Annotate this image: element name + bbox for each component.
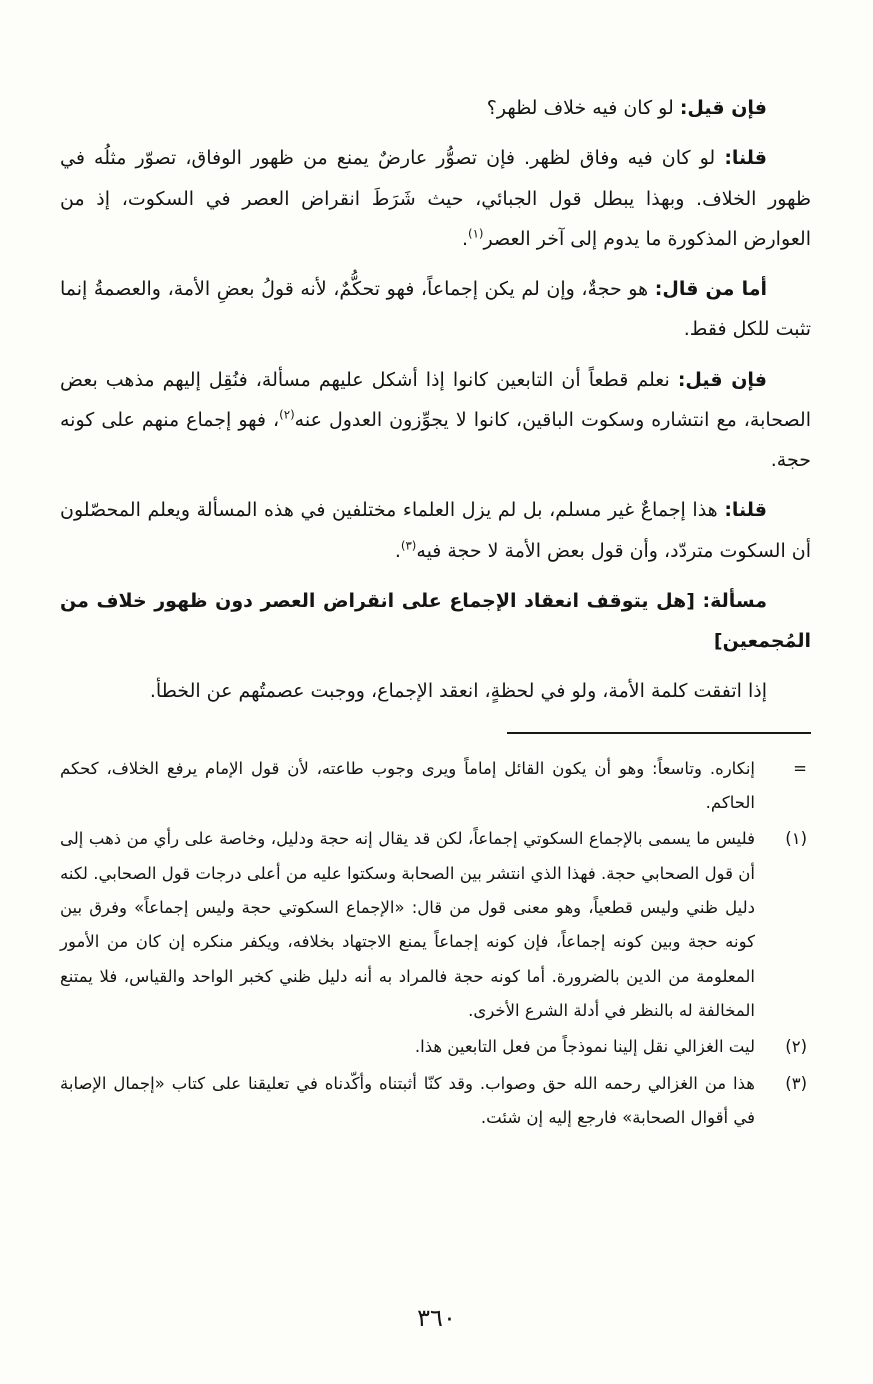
paragraph-lead: مسألة:	[702, 589, 767, 612]
footnote-text: إنكاره. وتاسعاً: وهو أن يكون القائل إماماً ويرى وجوب طاعته، لأن قول الإمام يرفع الخلاف، كحكم الحاكم.	[60, 758, 755, 813]
section-heading	[60, 581, 811, 662]
paragraph	[60, 360, 811, 481]
footnote-ref: (٢)	[279, 407, 295, 422]
footnote-marker: (٣)	[785, 1073, 807, 1093]
footnote-separator	[507, 732, 811, 734]
paragraph	[60, 490, 811, 571]
footnote-marker: (٢)	[785, 1037, 807, 1057]
paragraph-text: نعلم قطعاً أن التابعين كانوا إذا أشكل عليهم مسألة، فنُقِل إليهم مذهب بعض الصحابة، مع انتشاره وسكوت الباقين، كانوا لا يجوِّزون العدول عنه	[60, 368, 812, 431]
paragraph-text: [هل يتوقف انعقاد الإجماع على انقراض العصر دون ظهور خلاف من المُجمعين]	[60, 589, 811, 653]
footnote-continuation	[60, 752, 811, 821]
footnote-ref: (٣)	[400, 538, 417, 553]
paragraph-text: هو حجةٌ، وإن لم يكن إجماعاً، فهو تحكُّمٌ، لأنه قولُ بعضِ الأمة، والعصمةُ إنما تثبت للكل فقط.	[60, 278, 811, 341]
footnote-ref: (١)	[467, 226, 484, 241]
paragraph-tail: .	[461, 227, 468, 250]
footnotes-section	[60, 752, 811, 1135]
footnote-text: فليس ما يسمى بالإجماع السكوتي إجماعاً، لكن قد يقال إنه حجة ودليل، وخاصة على رأي من ذهب إلى أن قول الصحابي حجة. فهذا الذي انتشر بين الصحابة وسكتوا عليه من أعلى درجات قول الصحابي. لكنه دليل ظني وليس قطعياً، وهو معنى قول من قال: «الإجماع السكوتي حجة وليس إجماعاً» وفرق بين كونه حجة وبين كونه إجماعاً، فإن كونه إجماعاً يمنع الاجتهاد بخلافه، ويكفر منكره إن كان من الأمور المعلومة من الدين بالضرورة. أما كونه حجة فالمراد به أنه دليل ظني كخبر الواحد والقياس، فلا يمتنع المخالفة له بالنظر في أدلة الشرع الأخرى.	[60, 829, 755, 1020]
footnote-marker: =	[793, 758, 807, 778]
paragraph-tail: ، فهو إجماع منهم على كونه حجة.	[60, 408, 811, 472]
paragraph	[60, 269, 811, 350]
footnote	[60, 822, 811, 1028]
page-number: ٣٦٠	[417, 1304, 456, 1332]
paragraph-text: لو كان فيه وفاق لظهر. فإن تصوُّر عارضٌ يمنع من ظهور الوفاق، تصوّر مثلُه في ظهور الخلاف. وبهذا يبطل قول الجبائي، حيث شَرَطَ انقراض العصر في السكوت، إذ من العوارض المذكورة ما يدوم إلى آخر العصر	[60, 147, 811, 250]
footnote-marker: (١)	[785, 829, 807, 849]
paragraph	[60, 671, 811, 711]
paragraph-lead: فإن قيل:	[677, 368, 767, 391]
footnote-text: ليت الغزالي نقل إلينا نموذجاً من فعل التابعين هذا.	[414, 1037, 755, 1057]
paragraph	[60, 88, 811, 128]
paragraph-lead: أما من قال:	[654, 278, 767, 301]
paragraph-text: لو كان فيه خلاف لظهر؟	[486, 97, 680, 119]
paragraph-lead: فإن قيل:	[679, 97, 767, 119]
paragraph-lead: قلنا:	[724, 147, 767, 170]
paragraph-text: هذا إجماعٌ غير مسلم، بل لم يزل العلماء مختلفين في هذه المسألة ويعلم المحصّلون أن السكوت متردّد، وأن قول بعض الأمة لا حجة فيه	[60, 499, 811, 562]
main-text	[60, 88, 811, 712]
paragraph-text: إذا اتفقت كلمة الأمة، ولو في لحظةٍ، انعقد الإجماع، ووجبت عصمتُهم عن الخطأ.	[149, 680, 767, 703]
paragraph	[60, 138, 811, 259]
footnote	[60, 1067, 811, 1136]
paragraph-lead: قلنا:	[724, 499, 767, 522]
footnote-text: هذا من الغزالي رحمه الله حق وصواب. وقد كنّا أثبتناه وأكّدناه في تعليقنا على كتاب «إجمال الإصابة في أقوال الصحابة» فارجع إليه إن شئت.	[60, 1073, 755, 1127]
paragraph-tail: .	[394, 539, 401, 562]
footnote	[60, 1030, 811, 1064]
